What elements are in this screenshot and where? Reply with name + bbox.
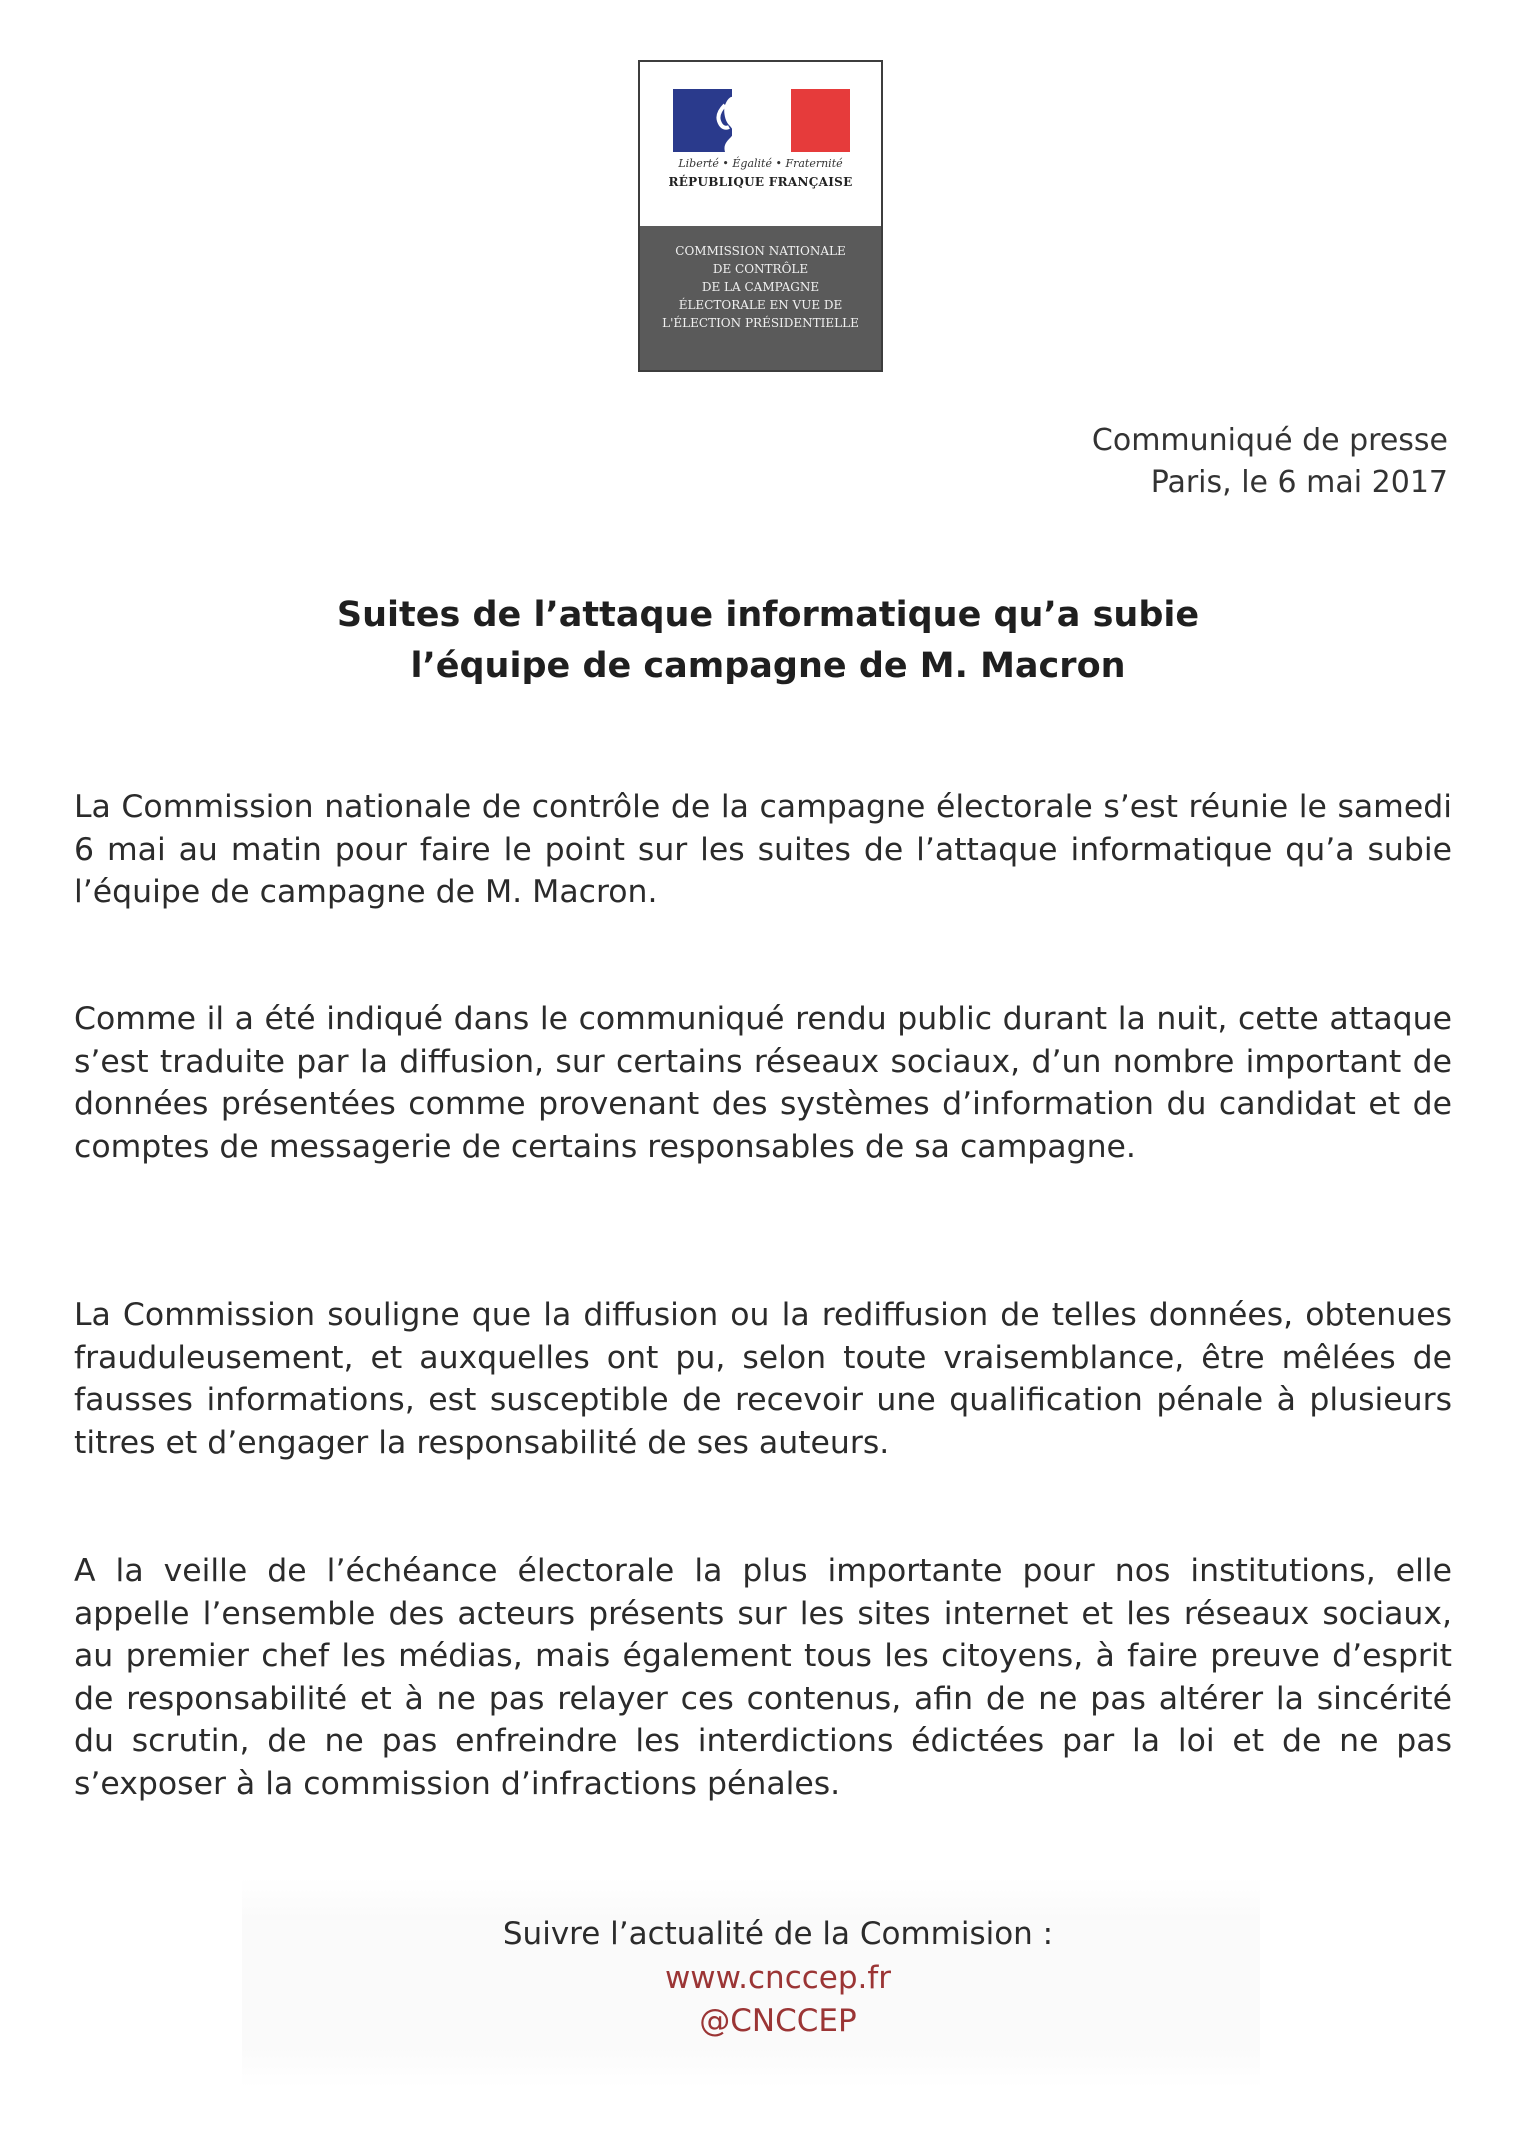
- commission-line: ÉLECTORALE EN VUE DE: [678, 298, 843, 312]
- body-paragraph-4: A la veille de l’échéance électorale la plus importante pour nos institutions, elle appelle l’ensemble des acteurs présents sur les sites internet et les réseaux sociaux, au premier chef les médias, mais également tous les citoyens, à faire preuve d’esprit de responsabilité et à ne pas relayer ces contenus, afin de ne pas altérer la sincérité du scrutin, de ne pas enfreindre les interdictions édictées par la loi et de ne pas s’exposer à la commission d’infractions pénales.: [74, 1553, 1452, 1802]
- title-line-1: Suites de l’attaque informatique qu’a subie: [336, 595, 1200, 635]
- place-date: Paris, le 6 mai 2017: [1150, 465, 1448, 500]
- body-paragraph-2: Comme il a été indiqué dans le communiqué rendu public durant la nuit, cette attaque s’est traduite par la diffusion, sur certains réseaux sociaux, d’un nombre important de données présentées comme provenant des systèmes d’information du candidat et de comptes de messagerie de certains responsables de sa campagne.: [74, 1001, 1452, 1165]
- footer-follow-label: Suivre l’actualité de la Commision :: [502, 1916, 1054, 1952]
- commission-name: [640, 242, 881, 332]
- marianne-flag-icon: [673, 89, 850, 152]
- commission-line: COMMISSION NATIONALE: [675, 244, 846, 258]
- body-paragraph-1: La Commission nationale de contrôle de la campagne électorale s’est réunie le samedi 6 mai au matin pour faire le point sur les suites de l’attaque informatique qu’a subie l’équipe de campagne de M. Macron.: [74, 789, 1452, 910]
- document-type: Communiqué de presse: [1091, 423, 1448, 458]
- body-paragraph-3: La Commission souligne que la diffusion ou la rediffusion de telles données, obtenues frauduleusement, et auxquelles ont pu, selon toute vraisemblance, être mêlées de fausses informations, est susceptible de recevoir une qualification pénale à plusieurs titres et d’engager la responsabilité de ses auteurs.: [74, 1297, 1452, 1461]
- twitter-handle-link[interactable]: @CNCCEP: [699, 2003, 857, 2039]
- republic-motto: Liberté • Égalité • Fraternité: [678, 157, 843, 170]
- commission-line: L'ÉLECTION PRÉSIDENTIELLE: [662, 316, 859, 330]
- website-link[interactable]: www.cnccep.fr: [664, 1960, 892, 1996]
- republic-name: RÉPUBLIQUE FRANÇAISE: [668, 175, 853, 189]
- commission-line: DE LA CAMPAGNE: [701, 280, 820, 294]
- title-line-2: l’équipe de campagne de M. Macron: [410, 646, 1126, 686]
- commission-line: DE CONTRÔLE: [712, 262, 809, 276]
- document-header: [1092, 420, 1448, 504]
- logo-top-panel: [640, 62, 881, 226]
- page-title: [0, 590, 1536, 692]
- republique-francaise-logo: [638, 60, 883, 372]
- commission-panel: [640, 226, 881, 370]
